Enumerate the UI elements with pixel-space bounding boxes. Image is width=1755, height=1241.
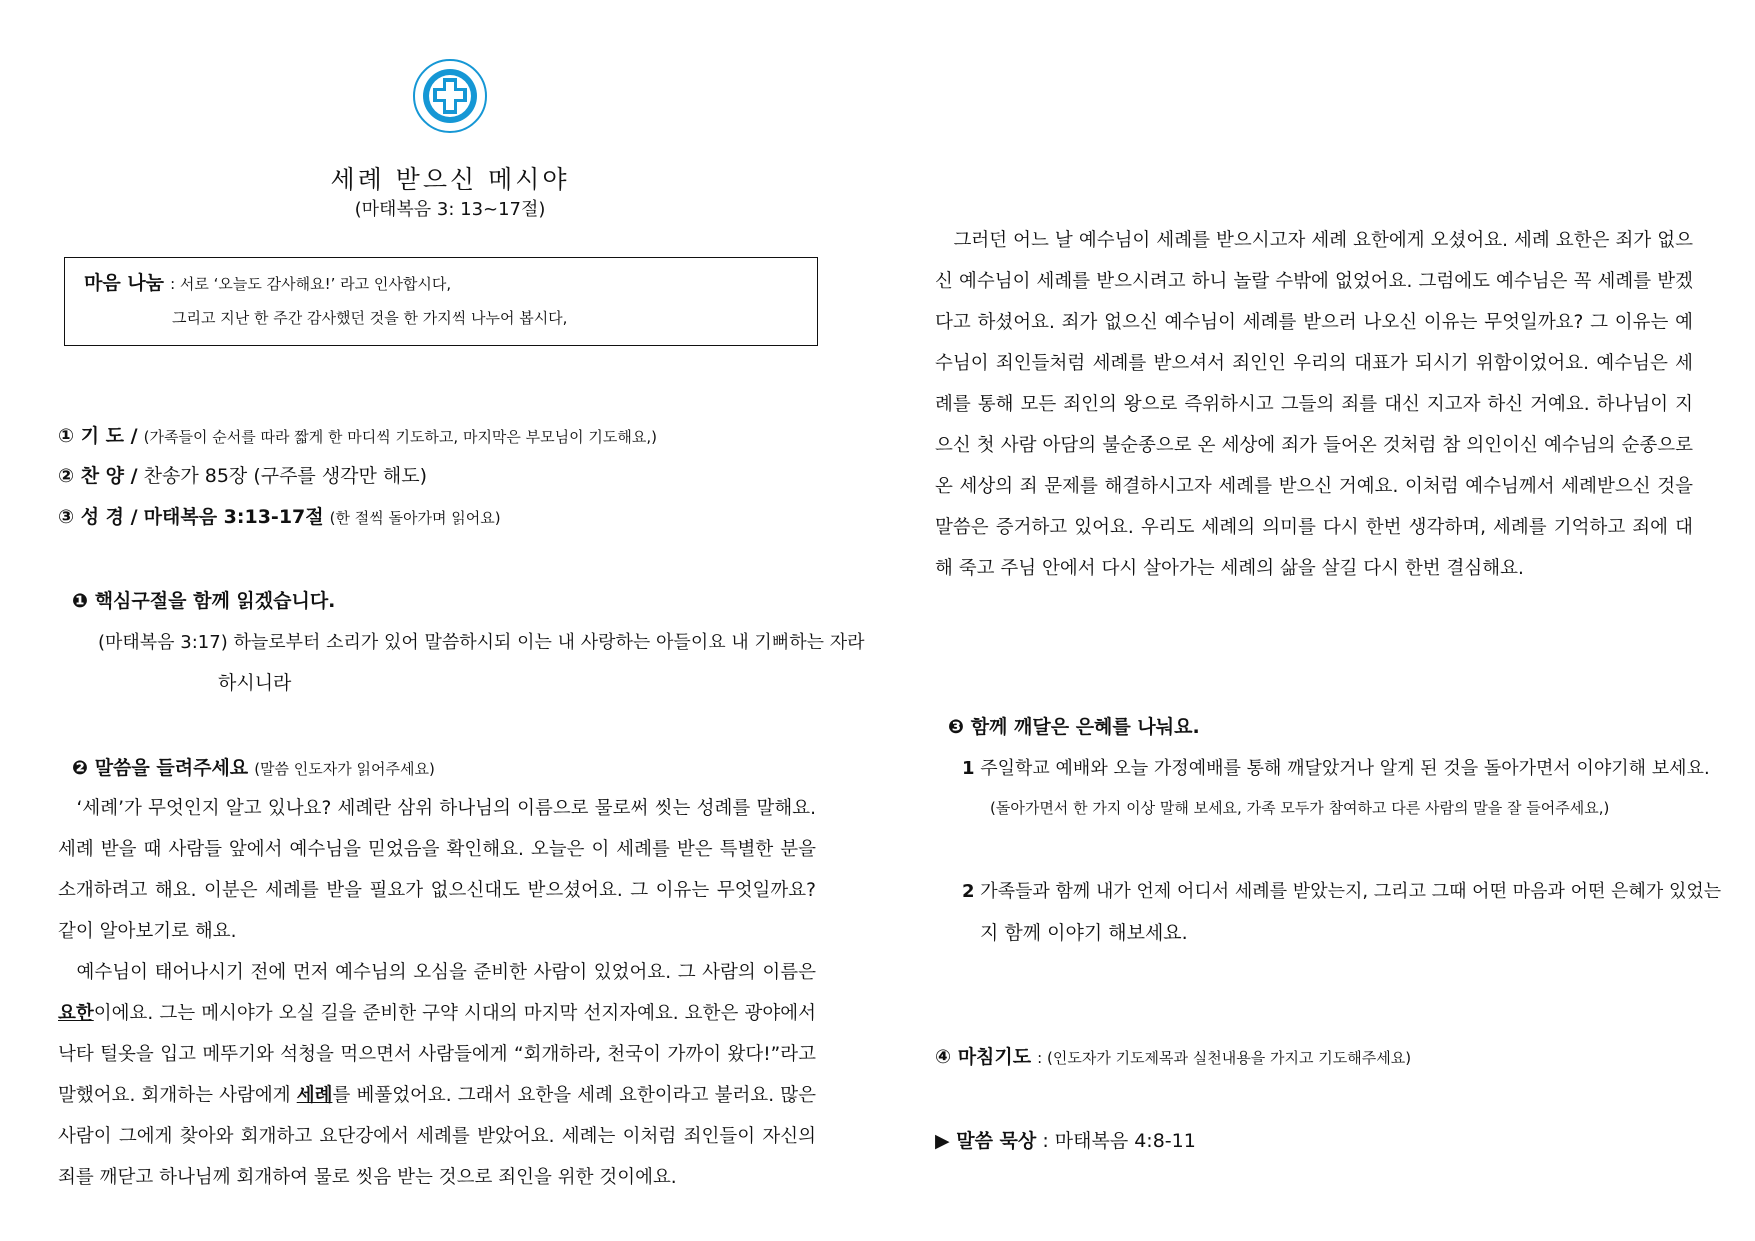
listen-p2-baptism: 세례 xyxy=(296,1085,333,1106)
meditation-label: ▶ 말씀 묵상 xyxy=(935,1130,1037,1152)
sharing-text-2: 그리고 지난 한 주간 감사했던 것을 한 가지씩 나누어 봅시다, xyxy=(172,309,568,327)
grace-q1-note: (돌아가면서 한 가지 이상 말해 보세요, 가족 모두가 참여하고 다른 사람의 말을 잘 들어주세요,) xyxy=(990,799,1610,817)
closing-prayer-text: : (인도자가 기도제목과 실천내용을 가지고 기도해주세요) xyxy=(1037,1049,1412,1067)
order-scripture-label: ③ 성 경 / xyxy=(58,506,138,528)
grace-q1-marker: 1 xyxy=(962,758,975,779)
meditation-text: : 마태복음 4:8-11 xyxy=(1042,1130,1196,1152)
listen-p2-part-a: 예수님이 태어나시기 전에 먼저 예수님의 오심을 준비한 사람이 있었어요. 그 사람의 이름은 xyxy=(76,962,816,983)
sharing-label: 마음 나눔 xyxy=(84,272,165,294)
grace-question-1 xyxy=(962,758,1710,780)
right-paragraph: 그러던 어느 날 예수님이 세례를 받으시고자 세례 요한에게 오셨어요. 세례 요한은 죄가 없으신 예수님이 세례를 받으시려고 하니 놀랄 수밖에 없었어요. 그럼에도 예수님은 꼭 세례를 받겠다고 하셨어요. 죄가 없으신 예수님이 세례를 받으러 나오신 이유는 무엇일까요? 그 이유는 예수님이 죄인들처럼 세례를 받으셔서 죄인인 우리의 대표가 되시기 위함이었어요. 예수님은 세례를 통해 모든 죄인의 왕으로 즉위하시고 그들의 죄를 대신 지고자 하신 거예요. 하나님이 지으신 첫 사람 아담의 불순종으로 온 세상에 죄가 들어온 것처럼 참 의인이신 예수님의 순종으로 온 세상의 죄 문제를 해결하시고자 세례를 받으신 거예요. 이처럼 예수님께서 세례받으신 것을 말씀은 증거하고 있어요. 우리도 세례의 의미를 다시 한번 생각하며, 세례를 기억하고 죄에 대해 죽고 주님 안에서 다시 살아가는 세례의 삶을 살길 다시 한번 결심해요. xyxy=(935,230,1693,579)
listen-p2-part-b: 이에요. 그는 메시야가 오실 길을 준비한 구약 시대의 마지막 선지자예요. 요한은 광야에서 낙타 털옷을 입고 메뚜기와 석청을 먹으면서 사람들에게 “회개하라, 천국이 가까이 왔다!”라고 말했어요. 회개하는 사람에게 xyxy=(58,1003,816,1106)
grace-q2-line-2: 지 함께 이야기 해보세요. xyxy=(980,922,1188,944)
key-verse-line-2: 하시니라 xyxy=(218,672,292,694)
listen-p2-john: 요한 xyxy=(58,1003,94,1024)
page-title: 세례 받으신 메시야 xyxy=(330,165,570,194)
key-verse-line-1: (마태복음 3:17) 하늘로부터 소리가 있어 말씀하시되 이는 내 사랑하는 아들이요 내 기뻐하는 자라 xyxy=(98,632,865,653)
listen-p2-part-c: 를 베풀었어요. 그래서 요한을 세례 요한이라고 불러요. 많은 사람이 그에게 찾아와 회개하고 요단강에서 세례를 받았어요. 세례는 이처럼 죄인들이 자신의 죄를 깨닫고 하나님께 회개하여 물로 씻음 받는 것으로 죄인을 위한 것이에요. xyxy=(58,1085,816,1188)
order-prayer-text: (가족들이 순서를 따라 짧게 한 마디씩 기도하고, 마지막은 부모님이 기도해요,) xyxy=(143,428,657,446)
key-verse-heading: ❶ 핵심구절을 함께 읽겠습니다. xyxy=(72,590,336,612)
order-scripture-text: (한 절씩 돌아가며 읽어요) xyxy=(329,509,501,527)
order-scripture xyxy=(58,506,501,529)
grace-q2-text: 가족들과 함께 내가 언제 어디서 세례를 받았는지, 그리고 그때 어떤 마음과 어떤 은혜가 있었는 xyxy=(980,881,1722,902)
listen-heading-note: (말씀 인도자가 읽어주세요) xyxy=(254,760,435,778)
grace-q1-text: 주일학교 예배와 오늘 가정예배를 통해 깨달았거나 알게 된 것을 돌아가면서 이야기해 보세요. xyxy=(980,758,1710,779)
sharing-line-1 xyxy=(84,272,451,295)
closing-prayer xyxy=(935,1046,1411,1069)
listen-heading-label: ❷ 말씀을 들려주세요 xyxy=(72,757,249,779)
listen-paragraph-2 xyxy=(58,952,816,1198)
order-praise-text: 찬송가 85장 (구주를 생각만 해도) xyxy=(143,465,428,487)
order-praise xyxy=(58,465,427,488)
listen-body xyxy=(58,788,816,1198)
order-prayer xyxy=(58,425,657,448)
listen-heading xyxy=(72,757,435,780)
grace-question-2 xyxy=(962,881,1721,903)
closing-prayer-label: ④ 마침기도 xyxy=(935,1046,1032,1068)
order-praise-label: ② 찬 양 / xyxy=(58,465,138,487)
listen-paragraph-1: ‘세례’가 무엇인지 알고 있나요? 세례란 삼위 하나님의 이름으로 물로써 씻는 성례를 말해요. 세례 받을 때 사람들 앞에서 예수님을 믿었음을 확인해요. 오늘은 이 세례를 받은 특별한 분을 소개하려고 해요. 이분은 세례를 받을 필요가 없으신대도 받으셨어요. 그 이유는 무엇일까요? 같이 알아보기로 해요. xyxy=(58,798,816,942)
grace-q2-marker: 2 xyxy=(962,881,975,902)
sharing-text-1: : 서로 ‘오늘도 감사해요!’ 라고 인사합시다, xyxy=(170,275,452,293)
page-subtitle: (마태복음 3: 13~17절) xyxy=(354,199,546,220)
grace-heading: ❸ 함께 깨달은 은혜를 나눠요. xyxy=(948,716,1200,738)
meditation xyxy=(935,1130,1196,1153)
order-scripture-ref: 마태복음 3:13-17절 xyxy=(143,506,324,528)
order-prayer-label: ① 기 도 / xyxy=(58,425,138,447)
church-logo xyxy=(412,58,488,134)
sharing-box xyxy=(64,257,818,346)
